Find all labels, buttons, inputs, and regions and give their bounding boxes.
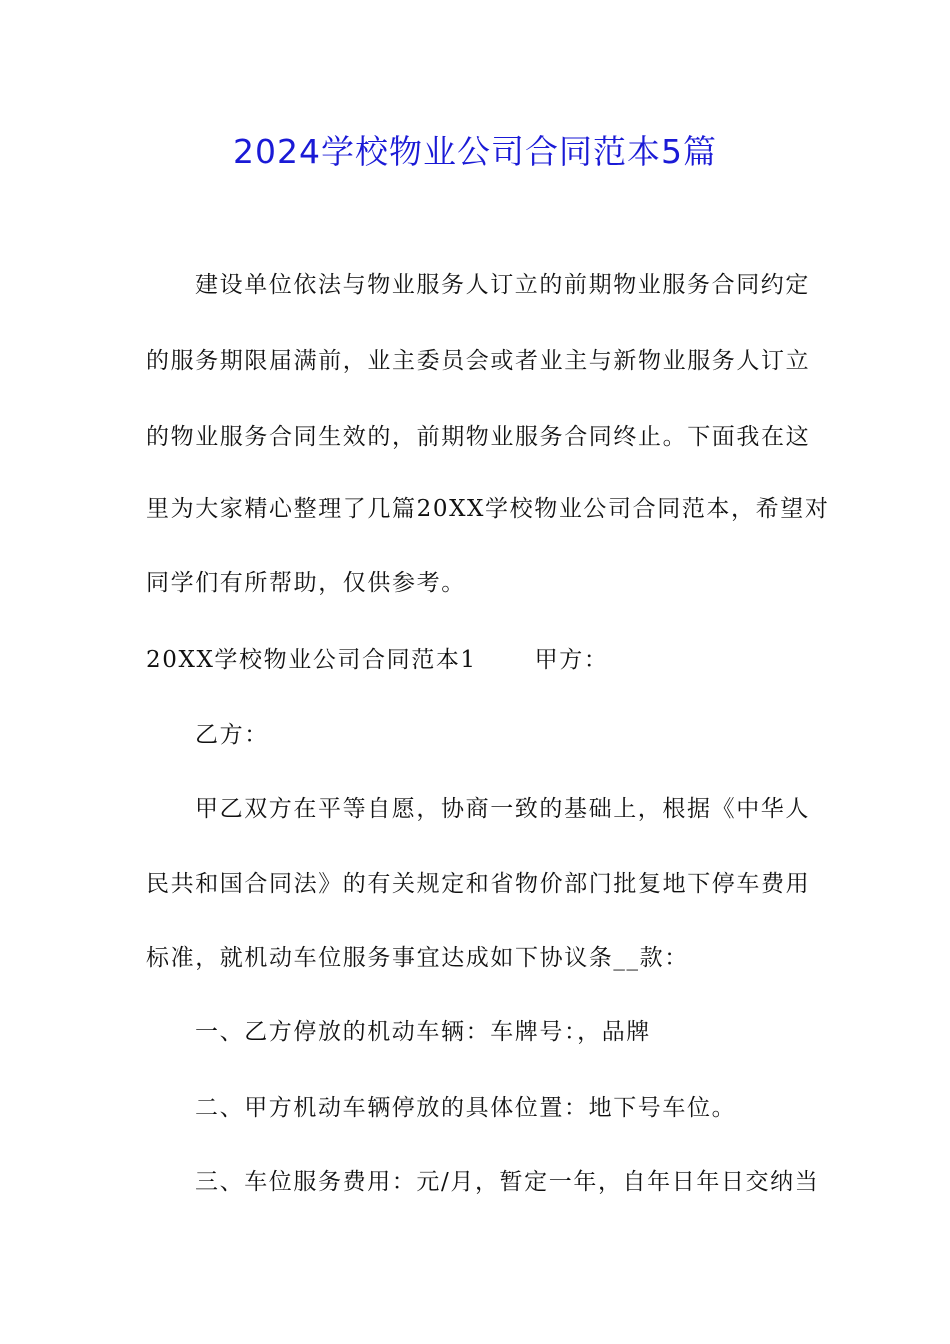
body-line-1: 甲乙双方在平等自愿，协商一致的基础上，根据《中华人 (195, 796, 810, 822)
party-b-label: 乙方： (195, 722, 269, 748)
body-line-2: 民共和国合同法》的有关规定和省物价部门批复地下停车费用 (146, 871, 811, 897)
intro-line-5: 同学们有所帮助，仅供参考。 (146, 570, 466, 596)
party-a-label: 甲方： (534, 647, 609, 673)
body-line-3: 标准，就机动车位服务事宜达成如下协议条__款： (146, 945, 689, 971)
intro-line-2: 的服务期限届满前，业主委员会或者业主与新物业服务人订立 (146, 348, 811, 374)
clause-2: 二、甲方机动车辆停放的具体位置：地下号车位。 (195, 1095, 737, 1121)
contract-heading: 20XX学校物业公司合同范本1 (146, 647, 477, 673)
clause-1: 一、乙方停放的机动车辆：车牌号：，品牌 (195, 1019, 651, 1045)
contract-heading-line (146, 645, 608, 675)
intro-line-4: 里为大家精心整理了几篇20XX学校物业公司合同范本，希望对 (146, 496, 830, 522)
intro-line-1: 建设单位依法与物业服务人订立的前期物业服务合同约定 (195, 272, 810, 298)
document-title: 2024学校物业公司合同范本5篇 (233, 132, 717, 171)
clause-3: 三、车位服务费用：元/月，暂定一年，自年日年日交纳当 (195, 1169, 820, 1195)
intro-line-3: 的物业服务合同生效的，前期物业服务合同终止。下面我在这 (146, 424, 811, 450)
